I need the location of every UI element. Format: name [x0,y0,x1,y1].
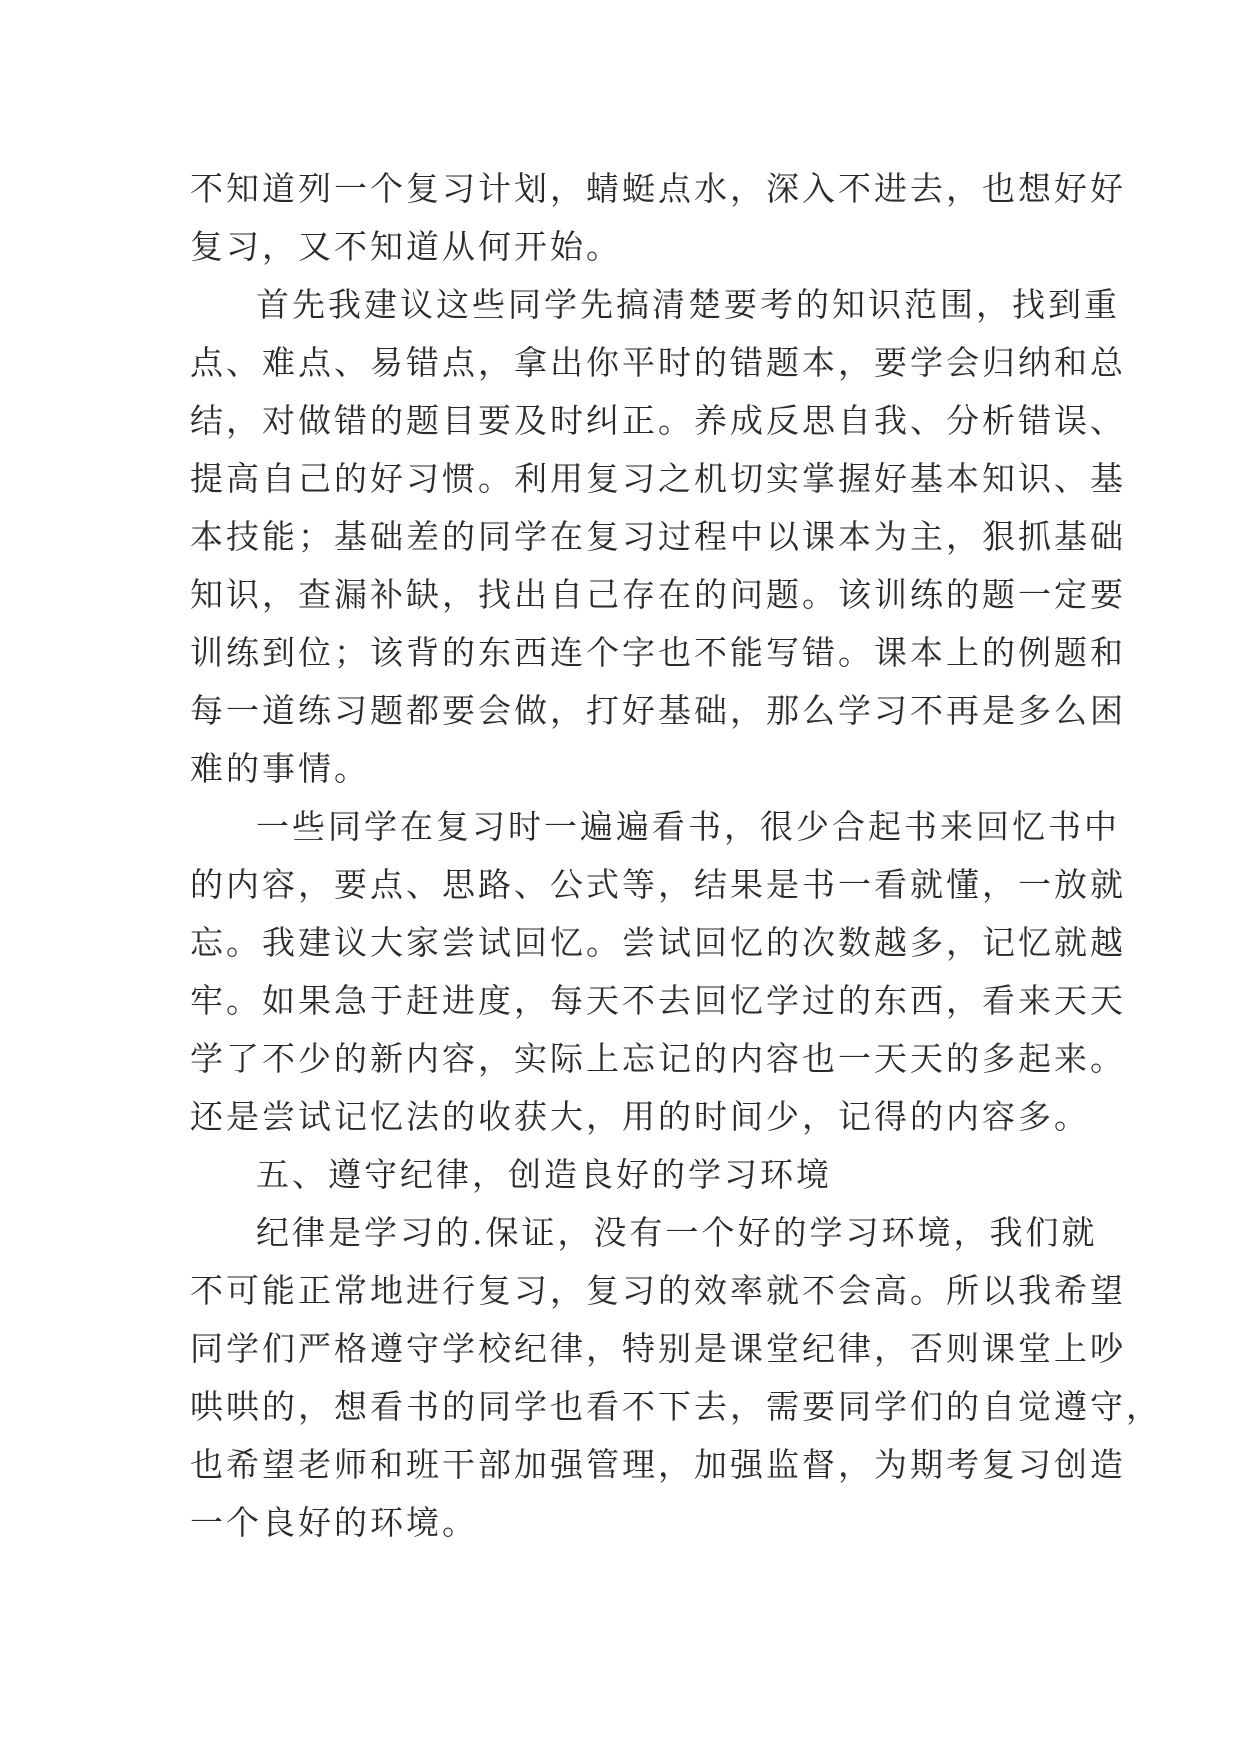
text-line: 不知道列一个复习计划，蜻蜓点水，深入不进去，也想好好 [190,169,1126,208]
text-line: 不可能正常地进行复习，复习的效率就不会高。所以我希望 [190,1271,1126,1310]
text-line: 也希望老师和班干部加强管理，加强监督，为期考复习创造 [190,1445,1126,1484]
text-line: 复习，又不知道从何开始。 [190,227,622,266]
text-line: 每一道练习题都要会做，打好基础，那么学习不再是多么困 [190,691,1126,730]
paragraph [190,1204,1162,1552]
text-line: 首先我建议这些同学先搞清楚要考的知识范围，找到重 [256,285,1120,324]
text-line: 提高自己的好习惯。利用复习之机切实掌握好基本知识、基 [190,459,1126,498]
text-line: 纪律是学习的.保证，没有一个好的学习环境，我们就 [256,1213,1098,1252]
text-line: 牢。如果急于赶进度，每天不去回忆学过的东西，看来天天 [190,981,1126,1020]
text-line: 知识，查漏补缺，找出自己存在的问题。该训练的题一定要 [190,575,1126,614]
heading-text: 五、遵守纪律，创造良好的学习环境 [256,1155,832,1194]
text-line: 结，对做错的题目要及时纠正。养成反思自我、分析错误、 [190,401,1126,440]
paragraph [190,276,1126,798]
text-line: 本技能；基础差的同学在复习过程中以课本为主，狠抓基础 [190,517,1126,556]
document-body [190,160,1162,1552]
text-line: 的内容，要点、思路、公式等，结果是书一看就懂，一放就 [190,865,1126,904]
paragraph [190,798,1126,1146]
paragraph [190,160,1126,276]
text-line: 训练到位；该背的东西连个字也不能写错。课本上的例题和 [190,633,1126,672]
text-line: 忘。我建议大家尝试回忆。尝试回忆的次数越多，记忆就越 [190,923,1126,962]
text-line: 一些同学在复习时一遍遍看书，很少合起书来回忆书中 [256,807,1120,846]
section-heading [190,1146,1060,1204]
text-line: 同学们严格遵守学校纪律，特别是课堂纪律，否则课堂上吵 [190,1329,1126,1368]
text-line: 一个良好的环境。 [190,1503,478,1542]
text-line: 还是尝试记忆法的收获大，用的时间少，记得的内容多。 [190,1097,1090,1136]
text-line: 点、难点、易错点，拿出你平时的错题本，要学会归纳和总 [190,343,1126,382]
text-line: 难的事情。 [190,749,370,788]
text-line: 哄哄的，想看书的同学也看不下去，需要同学们的自觉遵守， [190,1387,1162,1426]
text-line: 学了不少的新内容，实际上忘记的内容也一天天的多起来。 [190,1039,1126,1078]
